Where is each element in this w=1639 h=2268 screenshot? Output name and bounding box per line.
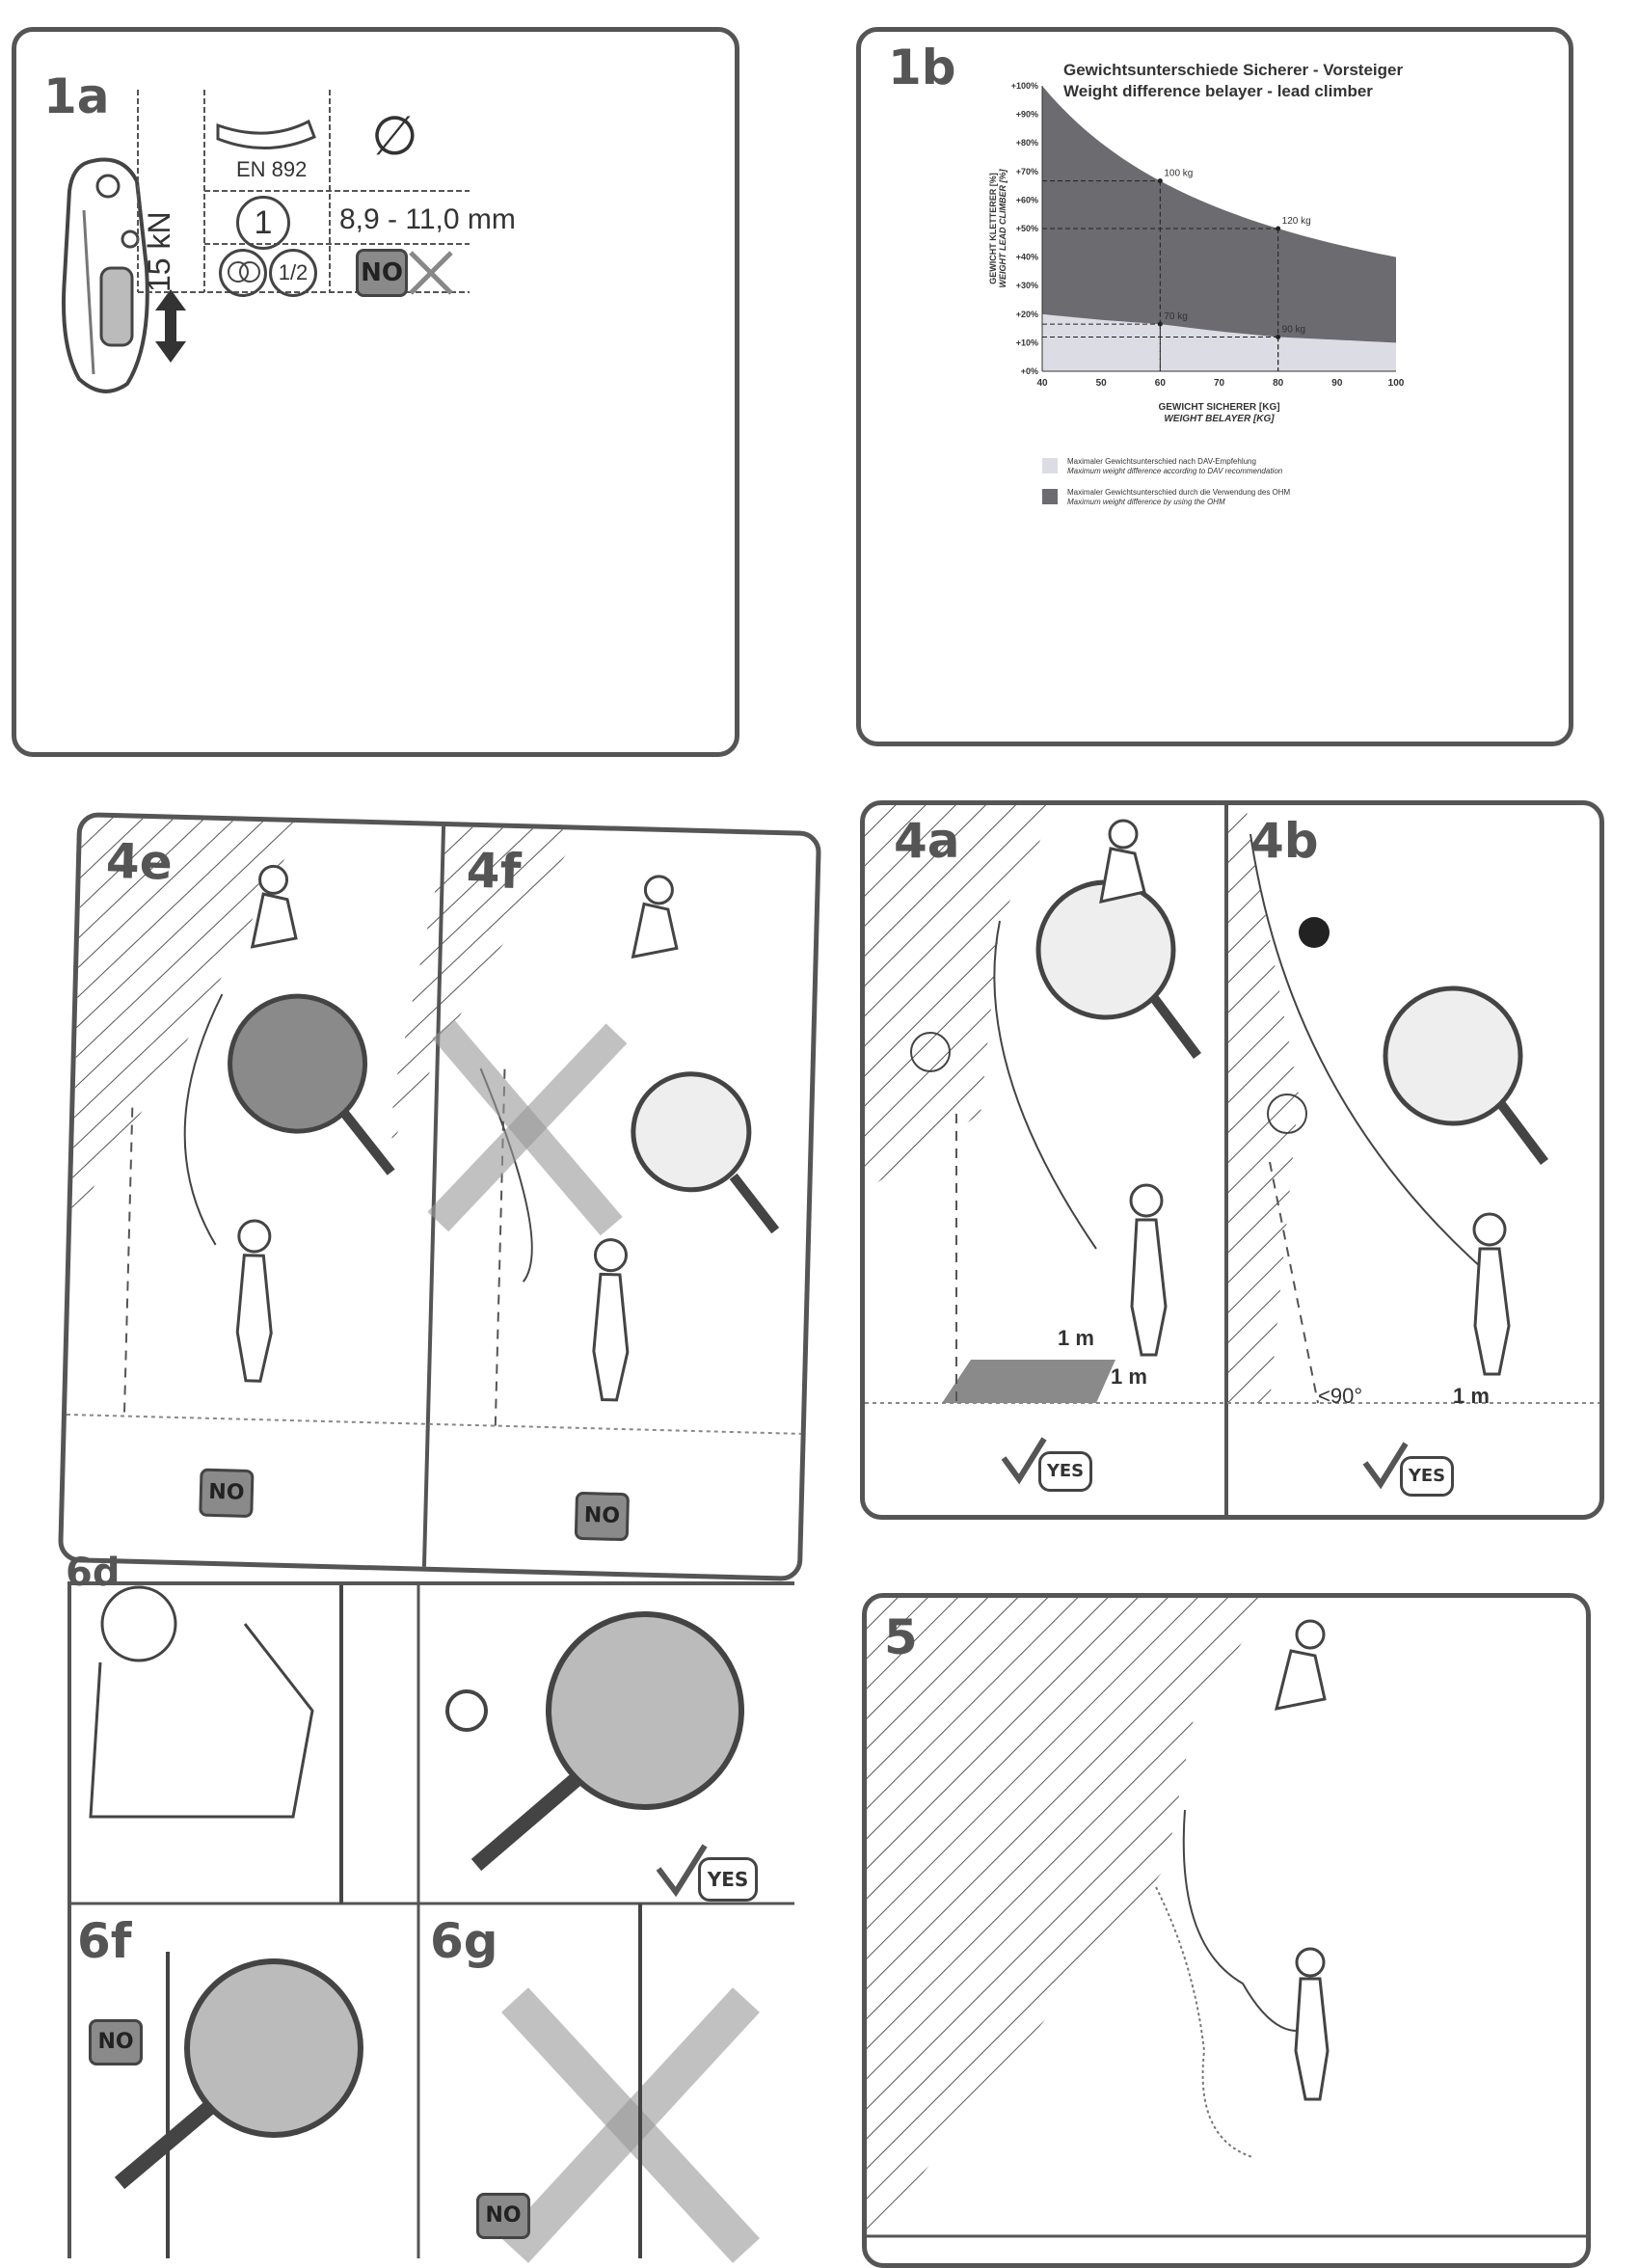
panel-6-group — [66, 1551, 794, 2258]
rope-diameter-range: 8,9 - 11,0 mm — [339, 203, 516, 235]
rope-standard: EN 892 — [236, 157, 308, 181]
yes-badge-4a: YES — [1038, 1451, 1092, 1492]
single-rope-label: 1 — [254, 204, 273, 241]
y-tick-label: +60% — [1015, 195, 1038, 205]
distance-label-4b: 1 m — [1453, 1384, 1490, 1408]
x-tick-label: 40 — [1036, 378, 1048, 389]
cross-icon — [407, 249, 455, 297]
y-axis-label: GEWICHT KLETTERER [%] — [988, 173, 998, 284]
y-tick-label: +40% — [1015, 252, 1038, 262]
panel-label-6g: 6g — [430, 1913, 498, 1969]
y-tick-label: +80% — [1015, 138, 1038, 148]
legend-swatch — [1042, 489, 1058, 504]
panel-1b — [856, 27, 1573, 746]
annotation-point — [1276, 335, 1280, 339]
wall-hatching — [865, 805, 1604, 1520]
x-axis-label-en: WEIGHT BELAYER [KG] — [1164, 414, 1275, 424]
force-rating: 15 kN — [142, 211, 176, 292]
chart-subtitle: Weight difference belayer - lead climber — [1063, 82, 1373, 100]
belayer-figure — [1296, 1949, 1328, 2099]
annotation-point — [1158, 322, 1163, 327]
panel-label-6f: 6f — [77, 1913, 132, 1969]
wall-hatching — [867, 1598, 1591, 2268]
panel-label-4b: 4b — [1250, 813, 1319, 869]
diameter-icon: ∅ — [371, 105, 418, 166]
weight-difference-chart — [861, 32, 1573, 745]
legend-label: Maximaler Gewichtsunterschied nach DAV-Empfehlung — [1067, 457, 1256, 466]
belayer-figure — [1131, 1185, 1509, 1374]
chart-title: Gewichtsunterschiede Sicherer - Vorsteiger — [1063, 61, 1404, 79]
x-axis-label: GEWICHT SICHERER [KG] — [1158, 402, 1280, 413]
yes-badge-6e: YES — [698, 1857, 758, 1902]
climber-figure — [1276, 1621, 1325, 1709]
angle-label: <90° — [1318, 1384, 1363, 1408]
half-rope-label: 1/2 — [278, 260, 309, 284]
no-badge-6f: NO — [89, 2019, 143, 2066]
panel-4e-4f — [58, 812, 821, 1581]
annotation-label: 70 kg — [1164, 311, 1188, 323]
panel-5 — [862, 1593, 1591, 2268]
distance-label-1: 1 m — [1058, 1326, 1094, 1350]
double-arrow-icon — [153, 287, 188, 364]
legend-label-en: Maximum weight difference by using the OHM — [1067, 498, 1225, 506]
panel-label-4a: 4a — [894, 813, 960, 869]
panel-label-5: 5 — [884, 1609, 918, 1665]
y-tick-label: +70% — [1015, 166, 1038, 176]
panel-4a-4b — [860, 800, 1604, 1520]
panel-label-4f: 4f — [466, 842, 523, 901]
wall-hatching — [63, 817, 821, 1581]
annotation-point — [1276, 227, 1280, 231]
y-tick-label: +100% — [1010, 81, 1038, 91]
annotation-label: 90 kg — [1281, 324, 1306, 336]
no-badge-4f: NO — [575, 1492, 630, 1541]
panel-label-4e: 4e — [105, 832, 174, 891]
no-badge-6g: NO — [476, 2193, 530, 2239]
twin-rope-icon — [219, 249, 267, 297]
single-rope-icon — [236, 196, 290, 250]
x-tick-label: 100 — [1387, 378, 1405, 389]
y-tick-label: +30% — [1015, 281, 1038, 291]
panel-1a — [12, 27, 739, 757]
x-tick-label: 90 — [1331, 378, 1343, 389]
y-tick-label: +20% — [1015, 309, 1038, 319]
yes-badge-4b: YES — [1400, 1456, 1454, 1497]
x-tick-label: 60 — [1154, 378, 1166, 389]
y-tick-label: +10% — [1015, 338, 1038, 348]
panel-label: 1b — [888, 40, 956, 95]
half-rope-icon — [269, 249, 317, 297]
legend-label-en: Maximum weight difference according to DAV recommendation — [1067, 467, 1283, 475]
legend-label: Maximaler Gewichtsunterschied durch die Verwendung des OHM — [1067, 488, 1291, 497]
no-badge-4e: NO — [199, 1469, 254, 1518]
annotation-label: 120 kg — [1281, 216, 1311, 227]
y-axis-label-en: WEIGHT LEAD CLIMBER [%] — [998, 169, 1008, 288]
y-tick-label: +0% — [1020, 366, 1038, 376]
climber-figure — [1101, 821, 1144, 902]
annotation-point — [1158, 178, 1163, 183]
distance-label-2: 1 m — [1111, 1364, 1147, 1389]
y-tick-label: +50% — [1015, 224, 1038, 233]
x-tick-label: 80 — [1273, 378, 1284, 389]
no-badge: NO — [356, 249, 408, 297]
rope-icon — [214, 114, 320, 152]
panel-label-6d: 6d — [66, 1551, 121, 1595]
x-tick-label: 70 — [1213, 378, 1225, 389]
y-tick-label: +90% — [1015, 109, 1038, 120]
x-tick-label: 50 — [1095, 378, 1107, 389]
legend-swatch — [1042, 458, 1058, 473]
panel-label: 1a — [43, 68, 110, 124]
annotation-label: 100 kg — [1164, 168, 1194, 179]
